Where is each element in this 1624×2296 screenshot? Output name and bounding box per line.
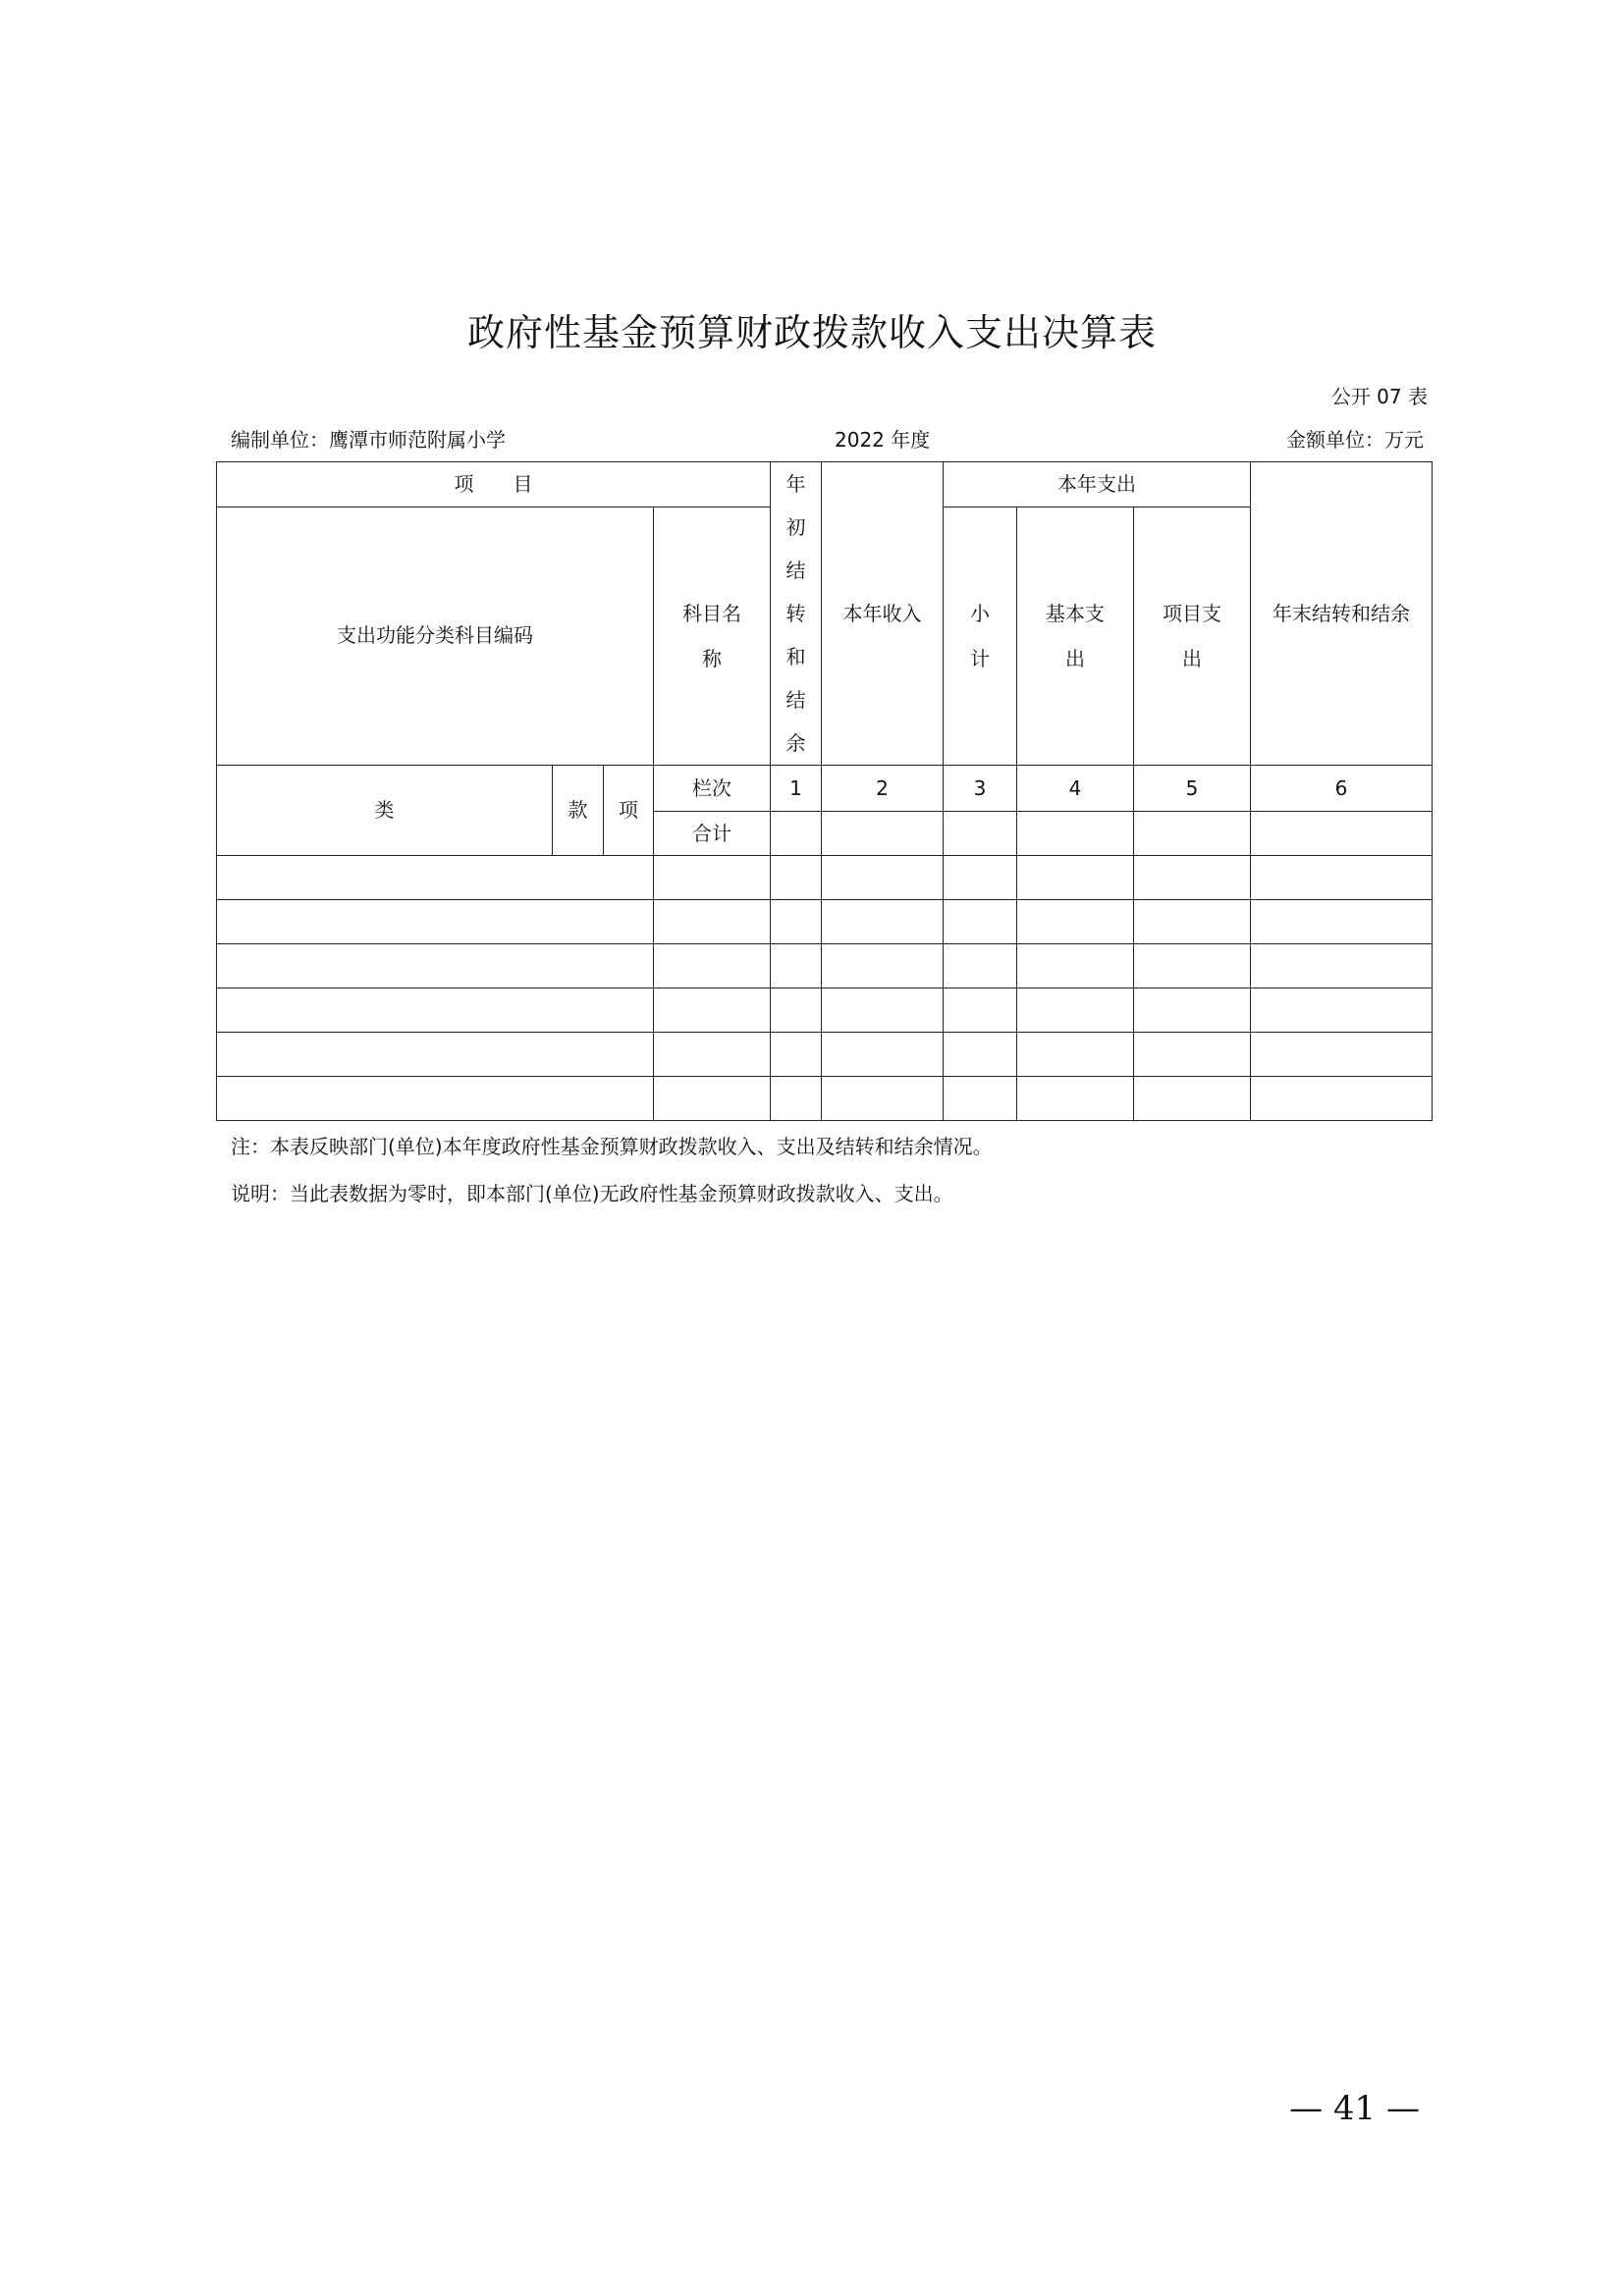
col-num-3: 3 [944, 766, 1017, 812]
table-cell [944, 900, 1017, 944]
table-number: 公开 07 表 [1330, 385, 1428, 408]
header-subtotal: 小计 [944, 507, 1017, 765]
table-cell [1017, 812, 1134, 856]
table-cell [1134, 812, 1251, 856]
table-cell [654, 856, 771, 900]
header-item: 项 目 [217, 462, 771, 507]
header-subject-name: 科目名称 [654, 507, 771, 765]
table-cell [771, 944, 822, 988]
header-xiang: 项 [604, 766, 654, 856]
table-row [217, 988, 1433, 1033]
table-cell [771, 1077, 822, 1121]
table-cell [771, 900, 822, 944]
table-cell [654, 1077, 771, 1121]
table-cell [944, 1033, 1017, 1077]
table-row [217, 856, 1433, 900]
table-cell [217, 988, 654, 1033]
header-project-expense: 项目支出 [1134, 507, 1251, 765]
table-cell [1251, 944, 1433, 988]
table-cell [217, 900, 654, 944]
table-note: 注：本表反映部门(单位)本年度政府性基金预算财政拨款收入、支出及结转和结余情况。 [231, 1135, 993, 1158]
table-cell [944, 944, 1017, 988]
table-cell [822, 944, 944, 988]
col-num-6: 6 [1251, 766, 1433, 812]
table-cell [1134, 1077, 1251, 1121]
table-cell [654, 900, 771, 944]
table-cell [217, 944, 654, 988]
table-cell [1251, 1077, 1433, 1121]
header-function-code: 支出功能分类科目编码 [217, 507, 654, 765]
table-cell [822, 900, 944, 944]
header-kuan: 款 [553, 766, 604, 856]
table-cell [217, 1077, 654, 1121]
table-cell [822, 988, 944, 1033]
table-cell [822, 812, 944, 856]
table-cell [1134, 856, 1251, 900]
table-cell [771, 988, 822, 1033]
table-cell [1134, 988, 1251, 1033]
header-end-balance: 年末结转和结余 [1251, 462, 1433, 766]
table-cell [654, 944, 771, 988]
table-cell [771, 1033, 822, 1077]
table-cell [1017, 988, 1134, 1033]
table-cell [771, 856, 822, 900]
table-cell [1017, 856, 1134, 900]
table-cell [822, 1077, 944, 1121]
table-cell [1017, 1077, 1134, 1121]
table-cell [217, 856, 654, 900]
table-cell [944, 1077, 1017, 1121]
col-num-2: 2 [822, 766, 944, 812]
table-cell [944, 988, 1017, 1033]
total-label: 合计 [654, 812, 771, 856]
table-cell [1251, 1033, 1433, 1077]
table-cell [1017, 1033, 1134, 1077]
table-cell [944, 856, 1017, 900]
table-cell [1134, 944, 1251, 988]
table-cell [1251, 900, 1433, 944]
table-cell [1251, 856, 1433, 900]
table-cell [217, 1033, 654, 1077]
table-cell [654, 988, 771, 1033]
table-cell [1251, 988, 1433, 1033]
table-cell [822, 856, 944, 900]
header-begin-balance: 年初结转和结余 [771, 462, 822, 766]
table-row [217, 944, 1433, 988]
table-row [217, 1077, 1433, 1121]
header-column-index: 栏次 [654, 766, 771, 812]
col-num-1: 1 [771, 766, 822, 812]
table-cell [1017, 900, 1134, 944]
table-cell [654, 1033, 771, 1077]
table-cell [1134, 900, 1251, 944]
page-number: — 41 — [1289, 2089, 1420, 2128]
fiscal-year: 2022 年度 [835, 428, 931, 452]
table-cell [944, 812, 1017, 856]
fund-budget-table [216, 461, 1433, 1121]
table-row [217, 1033, 1433, 1077]
header-expense: 本年支出 [944, 462, 1251, 507]
table-cell [771, 812, 822, 856]
table-cell [1017, 944, 1134, 988]
header-basic-expense: 基本支出 [1017, 507, 1134, 765]
compiling-unit: 编制单位：鹰潭市师范附属小学 [231, 428, 506, 452]
table-explanation: 说明：当此表数据为零时，即本部门(单位)无政府性基金预算财政拨款收入、支出。 [231, 1182, 953, 1205]
header-lei: 类 [217, 766, 553, 856]
col-num-4: 4 [1017, 766, 1134, 812]
table-cell [1251, 812, 1433, 856]
header-income: 本年收入 [822, 462, 944, 766]
currency-unit: 金额单位：万元 [1286, 428, 1424, 452]
page-title: 政府性基金预算财政拨款收入支出决算表 [466, 311, 1157, 354]
table-cell [822, 1033, 944, 1077]
table-row [217, 900, 1433, 944]
table-cell [1134, 1033, 1251, 1077]
col-num-5: 5 [1134, 766, 1251, 812]
